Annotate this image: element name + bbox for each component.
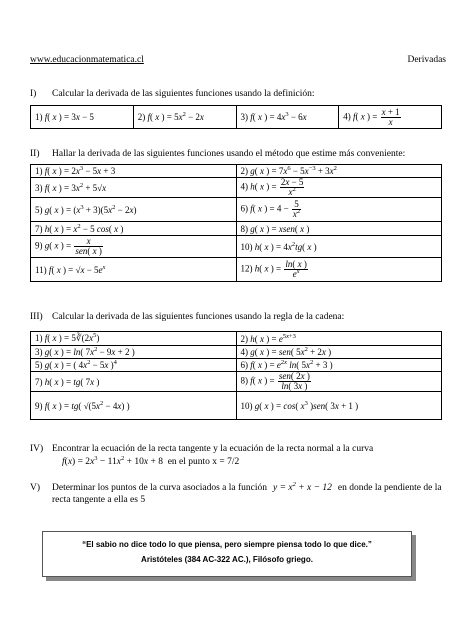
section-4-equation: $f(x) = 2x^3 - 11x^2 + 10x + 8$ en el punto x = 7/2 (62, 455, 240, 467)
exercise-cell: 11) f( x ) = $√x - 5e^x$ (31, 258, 237, 282)
exercise-cell: 2) f( x ) = $5x^2 - 2x$ (133, 106, 236, 129)
topic-label: Derivadas (407, 55, 446, 65)
exercise-cell: 6) f( x ) = $e^{2x}$ ln( $5x^2 + 3$ ) (236, 359, 442, 372)
exercise-cell: 4) h( x ) = $\frac{2x - 5}{x^2}$ (236, 178, 442, 198)
section-4-heading: IV) Encontrar la ecuación de la recta tangente y la ecuación de la recta normal a la curva (30, 444, 374, 454)
exercise-cell: 2) h( x ) = $e^{5x+3}$ (236, 332, 442, 346)
site-link[interactable]: www.educacionmatematica.cl (30, 55, 144, 65)
exercise-cell: 1) f( x ) = $2x^3 - 5x + 3$ (31, 165, 237, 178)
section-1-heading: I) Calcular la derivada de las siguientes funciones usando la definición: (30, 89, 315, 99)
exercise-cell: 2) g( x ) = $7x^6 - 5x^{-3} + 3x^2$ (236, 165, 442, 178)
exercise-cell: 9) f( x ) = tg( $√(5x^2 - 4x)$ ) (31, 392, 237, 420)
exercise-cell: 4) g( x ) = sen( $5x^2 + 2x$ ) (236, 346, 442, 359)
exercise-cell: 8) g( x ) = xsen( x ) (236, 222, 442, 236)
exercise-cell: 3) f( x ) = $4x^3 - 6x$ (236, 106, 339, 129)
exercise-cell: 12) h( x ) = $\frac{\ln( x )}{e^x}$ (236, 258, 442, 282)
exercise-cell: 4) f( x ) = $\frac{x + 1}{x}$ (339, 106, 442, 129)
page-header (30, 55, 446, 65)
exercise-cell: 3) g( x ) = ln( $7x^2 - 9x + 2$ ) (31, 346, 237, 359)
exercise-cell: 1) f( x ) = 3x − 5 (31, 106, 134, 129)
quote-author: Aristóteles (384 AC-322 AC.), Filósofo griego. (141, 555, 313, 564)
exercise-cell: 7) h( x ) = $x^2 - 5$ cos( x ) (31, 222, 237, 236)
section-2-table (30, 164, 442, 282)
section-5-continuation: recta tangente a ella es 5 (52, 495, 146, 505)
exercise-cell: 10) h( x ) = $4x^2tg$( x ) (236, 236, 442, 258)
section-2-heading: II) Hallar la derivada de las siguientes funciones usando el método que estime más conveniente: (30, 149, 406, 159)
exercise-cell: 8) f( x ) = $\frac{\text{sen( 2x )}}{\ln( 3x )}$ (236, 372, 442, 392)
exercise-cell: 7) h( x ) = tg( 7x ) (31, 372, 237, 392)
exercise-cell: 6) f( x ) = 4 − $\frac{5}{x^2}$ (236, 198, 442, 222)
exercise-cell: 9) g( x ) = $\frac{x}{\text{sen( x )}}$ (31, 236, 237, 258)
section-5-heading: V) Determinar los puntos de la curva asociados a la función $y = x^2 + x - 12$ en donde la pendiente de la (30, 481, 442, 493)
section-3-heading: III) Calcular la derivada de las siguientes funciones usando la regla de la cadena: (30, 312, 345, 322)
quote-box (42, 531, 412, 577)
exercise-cell: 5) g( x ) = ( $4x^2 - 5x$ )$^4$ (31, 359, 237, 372)
exercise-cell: 5) g( x ) = $(x^3 + 3)(5x^2 - 2x)$ (31, 198, 237, 222)
point-text: en el punto x = 7/2 (167, 457, 240, 467)
section-5-function: $y = x^2 + x - 12$ (273, 481, 332, 493)
exercise-cell: 3) f( x ) = $3x^2 + 5√x$ (31, 178, 237, 198)
exercise-cell: 10) g( x ) = cos( $x^3$ )sen( 3x + 1 ) (236, 392, 442, 420)
section-3-table (30, 331, 442, 420)
section-1-table (30, 105, 442, 129)
quote-text: “El sabio no dice todo lo que piensa, pero siempre piensa todo lo que dice.” (82, 540, 372, 549)
exercise-cell: 1) f( x ) = $5∛(2x^5)$ (31, 332, 237, 346)
